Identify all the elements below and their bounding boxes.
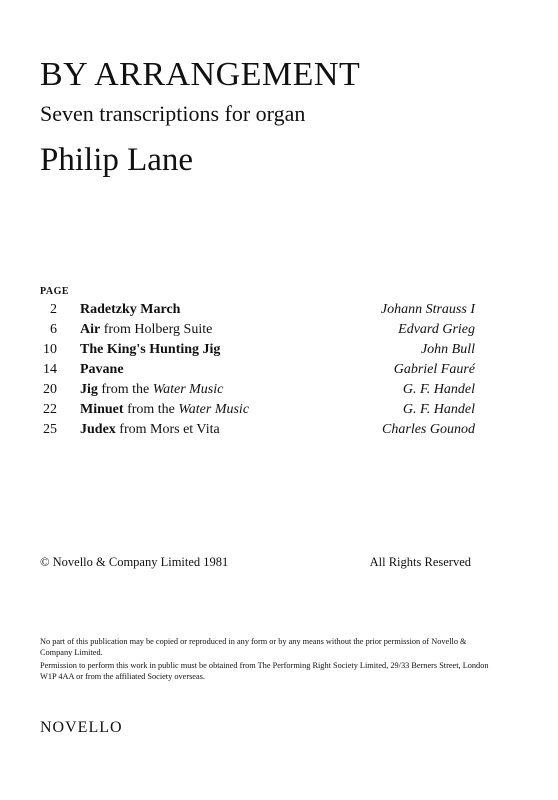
piece-title-bold: Jig <box>80 382 98 397</box>
piece-composer: John Bull <box>420 342 475 357</box>
page-number: 6 <box>50 322 57 337</box>
legal-copy-notice: No part of this publication may be copied or reproduced in any form or by any means without the prior permission of Novello & Company Limited. <box>40 637 467 657</box>
contents-row <box>40 360 475 380</box>
rights-reserved: All Rights Reserved <box>369 555 471 569</box>
piece-title-bold: Radetzky March <box>80 302 181 317</box>
piece-title <box>80 380 223 400</box>
piece-composer: Gabriel Fauré <box>393 362 475 377</box>
piece-title-rest: from the <box>123 402 179 417</box>
page-number: 20 <box>43 382 57 397</box>
page-number: 2 <box>50 302 57 317</box>
page-number: 25 <box>43 422 57 437</box>
legal-performance-notice: Permission to perform this work in public must be obtained from The Performing Right Society Limited, 29/33 Berners Street, London W1P 4AA or from the affiliated Society overseas. <box>40 661 489 681</box>
piece-title <box>80 360 124 380</box>
contents-row <box>40 320 475 340</box>
piece-title-italic: Water Music <box>178 402 250 417</box>
piece-composer: Charles Gounod <box>382 422 475 437</box>
piece-title-bold: Minuet <box>80 402 124 417</box>
piece-title <box>80 320 212 340</box>
piece-title <box>80 400 249 420</box>
contents-row <box>40 400 475 420</box>
piece-title-rest: from Holberg Suite <box>100 322 213 337</box>
contents-page-label: PAGE <box>40 286 70 297</box>
piece-title-italic: Water Music <box>152 382 224 397</box>
legal-notice <box>40 636 500 684</box>
piece-title-rest: from Mors et Vita <box>115 422 220 437</box>
piece-title-bold: The King's Hunting Jig <box>80 342 221 357</box>
book-title: BY ARRANGEMENT <box>40 56 361 93</box>
piece-title-rest: from the <box>97 382 153 397</box>
piece-composer: Edvard Grieg <box>398 322 475 337</box>
contents-row <box>40 380 475 400</box>
page-number: 10 <box>43 342 57 357</box>
piece-composer: G. F. Handel <box>402 402 475 417</box>
page-number: 14 <box>43 362 57 377</box>
page-number: 22 <box>43 402 57 417</box>
piece-title <box>80 420 220 440</box>
arranger-name: Philip Lane <box>40 142 194 178</box>
piece-title <box>80 340 220 360</box>
piece-title-bold: Air <box>80 322 101 337</box>
piece-title <box>80 300 180 320</box>
copyright-notice: © Novello & Company Limited 1981 <box>40 555 229 569</box>
piece-title-bold: Pavane <box>80 362 124 377</box>
contents-row <box>40 340 475 360</box>
piece-title-bold: Judex <box>80 422 116 437</box>
contents-list <box>40 300 475 440</box>
piece-composer: G. F. Handel <box>402 382 475 397</box>
piece-composer: Johann Strauss I <box>380 302 475 317</box>
contents-row <box>40 420 475 440</box>
publisher-name: NOVELLO <box>40 719 123 736</box>
contents-row <box>40 300 475 320</box>
book-subtitle: Seven transcriptions for organ <box>40 101 306 126</box>
